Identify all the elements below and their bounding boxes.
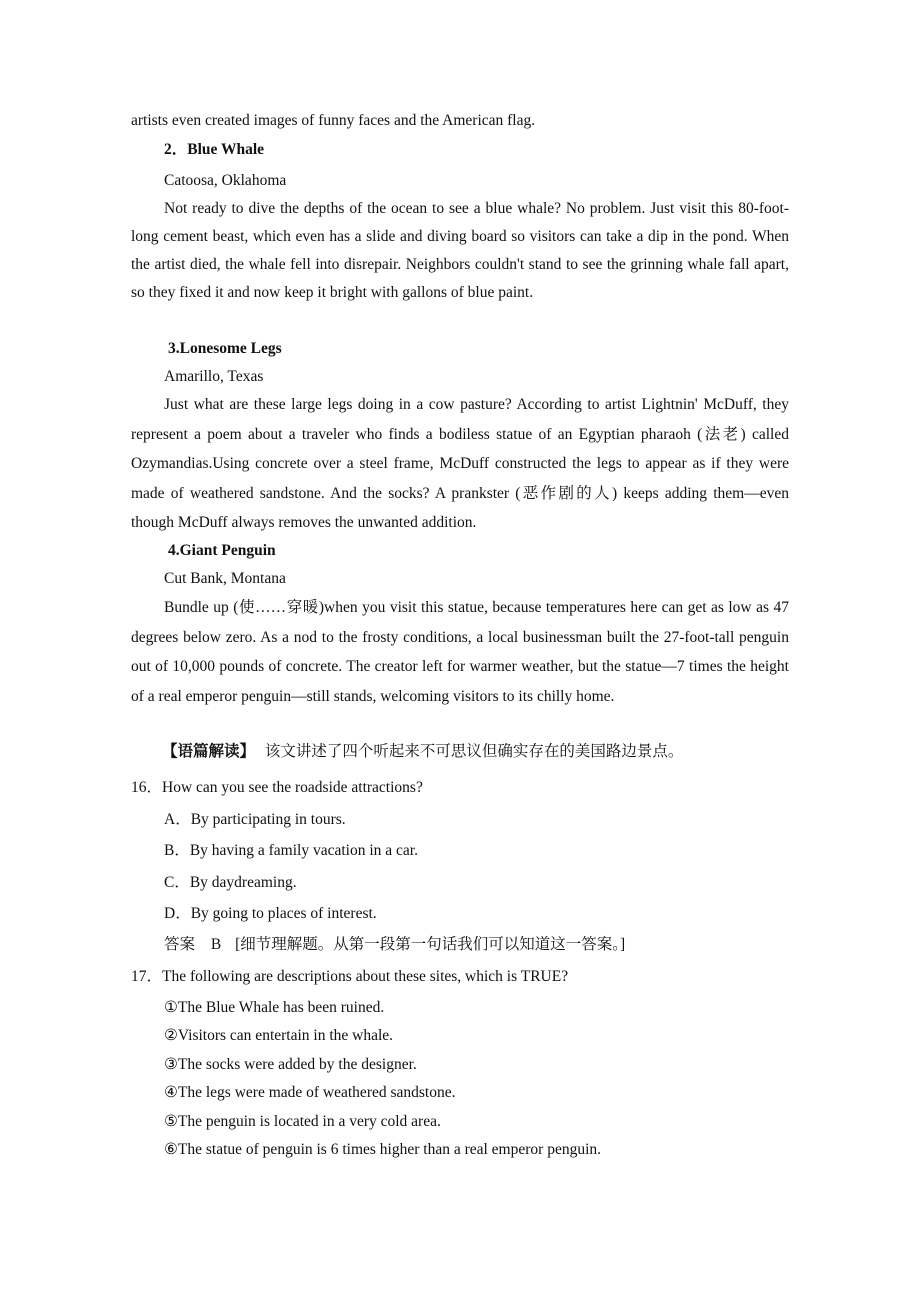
answer-label: 答案 xyxy=(164,936,196,953)
q16-option-b: B．By having a family vacation in a car. xyxy=(164,842,418,859)
q17-item: ①The Blue Whale has been ruined. xyxy=(164,999,385,1016)
section-heading: 3.Lonesome Legs xyxy=(168,340,282,357)
section-heading: 4.Giant Penguin xyxy=(168,542,276,559)
section-paragraph: Just what are these large legs doing in a cow pasture? According to artist Lightnin' McDuff, they represent a poem about a traveler who finds a bodiless statue of an Egyptian pharaoh (法老) called Ozymandias.Using concrete over a steel frame, McDuff constructed the legs to appear as if they were made of weathered sandstone. And the socks? A prankster (恶作剧的人) keeps adding them—even though McDuff always removes the unwanted addition. xyxy=(131,396,789,531)
section-location: Amarillo, Texas xyxy=(164,368,264,385)
q17-item: ④The legs were made of weathered sandstone. xyxy=(164,1084,456,1101)
q16-option-d: D．By going to places of interest. xyxy=(164,905,377,922)
q16-answer xyxy=(164,935,625,955)
section-location: Catoosa, Oklahoma xyxy=(164,172,287,189)
summary xyxy=(162,742,683,762)
q17-question: 17．The following are descriptions about these sites, which is TRUE? xyxy=(131,968,569,985)
section-heading: 2．Blue Whale xyxy=(164,141,265,158)
section-location: Cut Bank, Montana xyxy=(164,570,286,587)
q17-item: ⑥The statue of penguin is 6 times higher than a real emperor penguin. xyxy=(164,1141,602,1158)
summary-text: 该文讲述了四个听起来不可思议但确实存在的美国路边景点。 xyxy=(264,743,684,760)
q17-item: ③The socks were added by the designer. xyxy=(164,1056,417,1073)
q17-item: ⑤The penguin is located in a very cold area. xyxy=(164,1113,441,1130)
q16-question: 16．How can you see the roadside attractions? xyxy=(131,779,423,796)
q16-option-a: A．By participating in tours. xyxy=(164,811,346,828)
q17-item: ②Visitors can entertain in the whale. xyxy=(164,1027,394,1044)
intro-tail-text: artists even created images of funny faces and the American flag. xyxy=(131,112,536,129)
summary-label: 【语篇解读】 xyxy=(162,743,256,760)
q16-option-c: C．By daydreaming. xyxy=(164,874,297,891)
section-paragraph: Bundle up (使……穿暖)when you visit this statue, because temperatures here can get as low as 47 degrees below zero. As a nod to the frosty conditions, a local businessman built the 27-foot-tall penguin out of 10,000 pounds of concrete. The creator left for warmer weather, but the statue—7 times the height of a real emperor penguin—still stands, welcoming visitors to its chilly home. xyxy=(131,599,789,705)
answer-explanation: [细节理解题。从第一段第一句话我们可以知道这一答案。] xyxy=(235,936,626,953)
answer-value: B xyxy=(210,936,222,953)
section-paragraph: Not ready to dive the depths of the ocean to see a blue whale? No problem. Just visit this 80-foot-long cement beast, which even has a slide and diving board so visitors can take a dip in the pond. When the artist died, the whale fell into disrepair. Neighbors couldn't stand to see the grinning whale fall apart, so they fixed it and now keep it bright with gallons of blue paint. xyxy=(131,200,789,301)
